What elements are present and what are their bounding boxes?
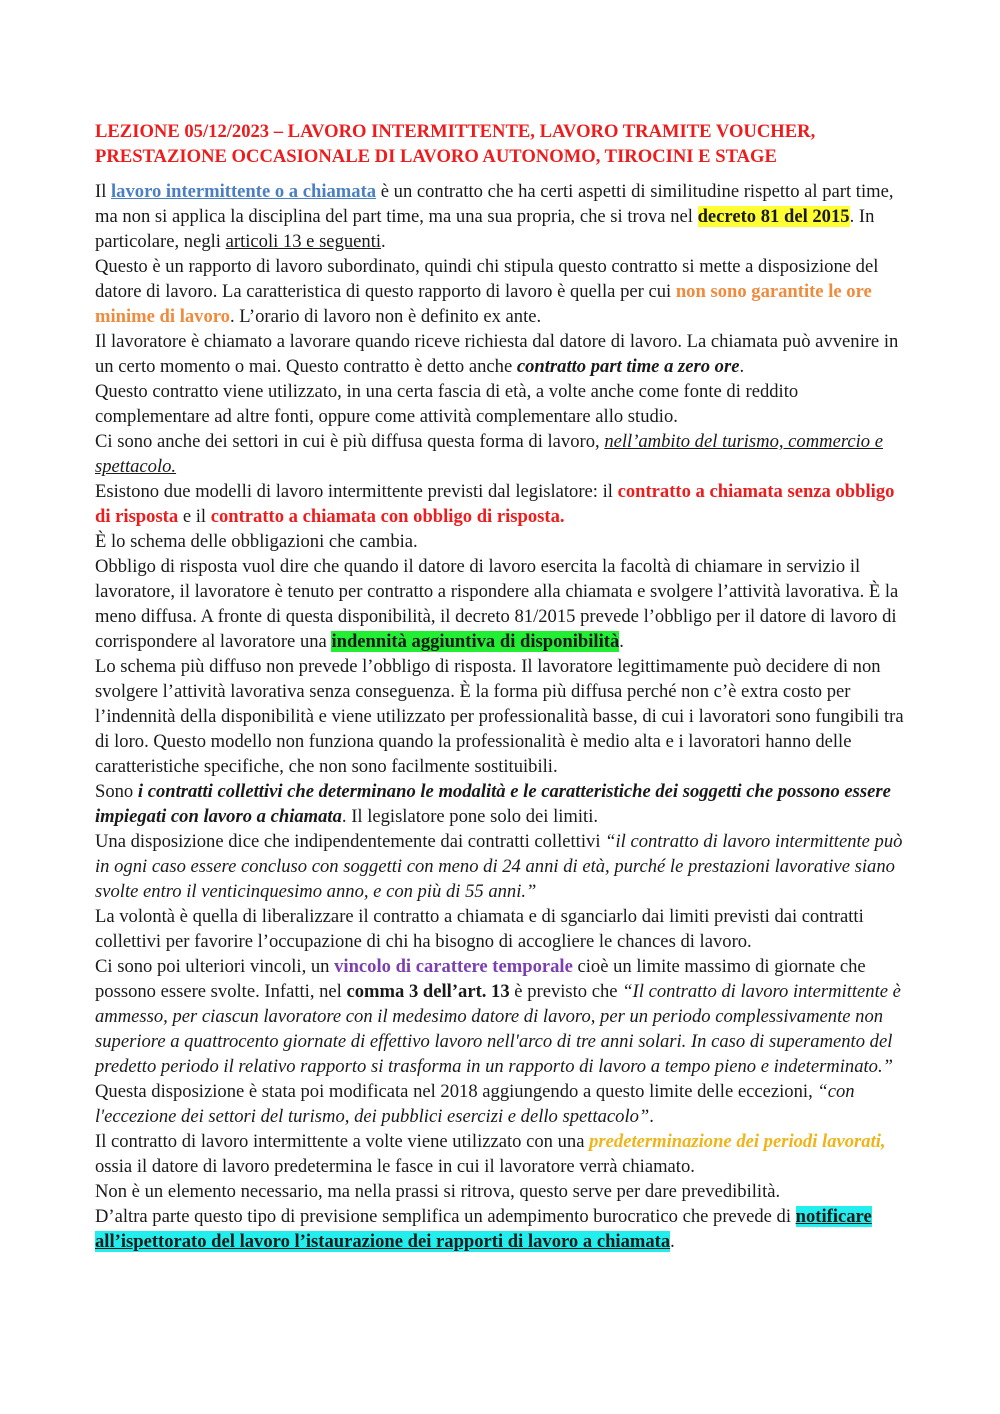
text: Ci sono anche dei settori in cui è più diffusa questa forma di lavoro,	[95, 431, 605, 452]
text: e il	[178, 506, 211, 527]
text: D’altra parte questo tipo di previsione semplifica un adempimento burocratico che prevede di	[95, 1206, 796, 1227]
availability-allowance-highlight: indennità aggiuntiva di disponibilità	[331, 631, 620, 652]
text: .	[381, 231, 386, 252]
text: Ci sono poi ulteriori vincoli, un	[95, 956, 335, 977]
paragraph-liberalize: La volontà è quella di liberalizzare il contratto a chiamata e di sganciarlo dai limiti previsti dai contratti collettivi per favorire l’occupazione di chi ha bisogno di accogliere le chances di lavoro.	[95, 906, 864, 952]
zero-hours-emphasis: contratto part time a zero ore	[516, 356, 740, 377]
paragraph-sectors	[95, 429, 907, 479]
text: Il lavoratore è chiamato a lavorare quando riceve richiesta dal datore di lavoro. La chiamata può avvenire in un certo momento o mai. Questo contratto è detto anche	[95, 331, 899, 377]
text: .	[619, 631, 624, 652]
comma-reference: comma 3 dell’art. 13	[346, 981, 510, 1002]
exception-quote: “con l'eccezione dei settori del turismo, dei pubblici esercizi e dello spettacolo”	[95, 1081, 855, 1127]
paragraph-subordinate	[95, 254, 907, 329]
model-without-obligation: contratto a chiamata senza obbligo di risposta	[95, 481, 895, 527]
text: cioè un limite massimo di giornate che possono essere svolte. Infatti, nel	[95, 956, 866, 1002]
text: .	[670, 1231, 675, 1252]
text: ossia il datore di lavoro predetermina le fasce in cui il lavoratore verrà chiamato.	[95, 1156, 695, 1177]
text: Questa disposizione è stata poi modificata nel 2018 aggiungendo a questo limite delle eccezioni,	[95, 1081, 818, 1102]
paragraph-intermittent-definition	[95, 179, 907, 254]
text: .	[739, 356, 745, 377]
paragraph-time-limit	[95, 954, 907, 1079]
paragraph-call	[95, 329, 907, 379]
text: Il contratto di lavoro intermittente a volte viene utilizzato con una	[95, 1131, 590, 1152]
collective-contracts-emphasis: i contratti collettivi che determinano le modalità e le caratteristiche dei soggetti che possono essere impiegati con lavoro a chiamata	[95, 781, 891, 827]
text: Sono	[95, 781, 138, 802]
age-quote: “il contratto di lavoro intermittente può in ogni caso essere concluso con soggetti con meno di 24 anni di età, purché le prestazioni lavorative siano svolte entro il venticinquesimo anno, e con più di 55 anni.”	[95, 831, 903, 902]
lesson-title: LEZIONE 05/12/2023 – LAVORO INTERMITTENTE, LAVORO TRAMITE VOUCHER, PRESTAZIONE OCCASIONALE DI LAVORO AUTONOMO, TIROCINI E STAGE	[95, 121, 816, 167]
paragraph-notification	[95, 1204, 907, 1254]
paragraph-models	[95, 479, 907, 529]
paragraph-predetermination	[95, 1129, 907, 1179]
document-body	[95, 119, 907, 1254]
text: .	[649, 1106, 654, 1127]
paragraph-2018-change	[95, 1079, 907, 1129]
intermittent-work-link[interactable]: lavoro intermittente o a chiamata	[111, 181, 377, 202]
paragraph-schema: È lo schema delle obbligazioni che cambia.	[95, 531, 418, 552]
decree-highlight: decreto 81 del 2015	[697, 206, 850, 227]
notification-highlight: notificare all’ispettorato del lavoro l’istaurazione dei rapporti di lavoro a chiamata	[95, 1206, 872, 1252]
text: Obbligo di risposta vuol dire che quando il datore di lavoro esercita la facoltà di chiamare in servizio il lavoratore, il lavoratore è tenuto per contratto a rispondere alla chiamata e svolgere l’attività lavorativa. È la meno diffusa. A fronte di questa disponibilità, il decreto 81/2015 prevede l’obbligo per il datore di lavoro di corrispondere al lavoratore una	[95, 556, 899, 652]
article-quote: “Il contratto di lavoro intermittente è ammesso, per ciascun lavoratore con il medesimo datore di lavoro, per un periodo complessivamente non superiore a quattrocento giornate di effettivo lavoro nell'arco di tre anni solari. In caso di superamento del predetto periodo il relativo rapporto si trasforma in un rapporto di lavoro a tempo pieno e indeterminato.”	[95, 981, 901, 1077]
text: è un contratto che ha certi aspetti di similitudine rispetto al part time, ma non si applica la disciplina del part time, ma una sua propria, che si trova nel	[95, 181, 894, 227]
paragraph-collective	[95, 779, 907, 829]
predetermination-emphasis: predeterminazione dei periodi lavorati,	[589, 1131, 886, 1152]
text: . Il legislatore pone solo dei limiti.	[341, 806, 599, 827]
text: è previsto che	[509, 981, 623, 1002]
sectors-emphasis: nell’ambito del turismo, commercio e spettacolo.	[95, 431, 883, 477]
paragraph-common-schema: Lo schema più diffuso non prevede l’obbligo di risposta. Il lavoratore legittimamente può decidere di non svolgere l’attività lavorativa senza conseguenza. È la forma più diffusa perché non c’è extra costo per l’indennità della disponibilità e viene utilizzato per professionalità basse, di cui i lavoratori sono fungibili tra di loro. Questo modello non funziona quando la professionalità è medio alta e i lavoratori hanno delle caratteristiche specifiche, che non sono facilmente sostituibili.	[95, 656, 904, 777]
text: . L’orario di lavoro non è definito ex ante.	[229, 306, 542, 327]
paragraph-usage: Questo contratto viene utilizzato, in una certa fascia di età, a volte anche come fonte di reddito complementare ad altre fonti, oppure come attività complementare allo studio.	[95, 381, 799, 427]
paragraph-not-necessary: Non è un elemento necessario, ma nella prassi si ritrova, questo serve per dare prevedibilità.	[95, 1181, 781, 1202]
text: Questo è un rapporto di lavoro subordinato, quindi chi stipula questo contratto si mette a disposizione del datore di lavoro. La caratteristica di questo rapporto di lavoro è quella per cui	[95, 256, 879, 302]
articles-underline: articoli 13 e seguenti	[225, 231, 382, 252]
text: Il	[95, 181, 112, 202]
text: Esistono due modelli di lavoro intermittente previsti dal legislatore: il	[95, 481, 618, 502]
time-constraint-emphasis: vincolo di carattere temporale	[334, 956, 573, 977]
paragraph-obligation	[95, 554, 907, 654]
text: . In particolare, negli	[95, 206, 875, 252]
text: Una disposizione dice che indipendentemente dai contratti collettivi	[95, 831, 606, 852]
paragraph-age-quote	[95, 829, 907, 904]
no-min-hours-emphasis: non sono garantite le ore minime di lavoro	[95, 281, 872, 327]
model-with-obligation: contratto a chiamata con obbligo di risposta.	[210, 506, 565, 527]
